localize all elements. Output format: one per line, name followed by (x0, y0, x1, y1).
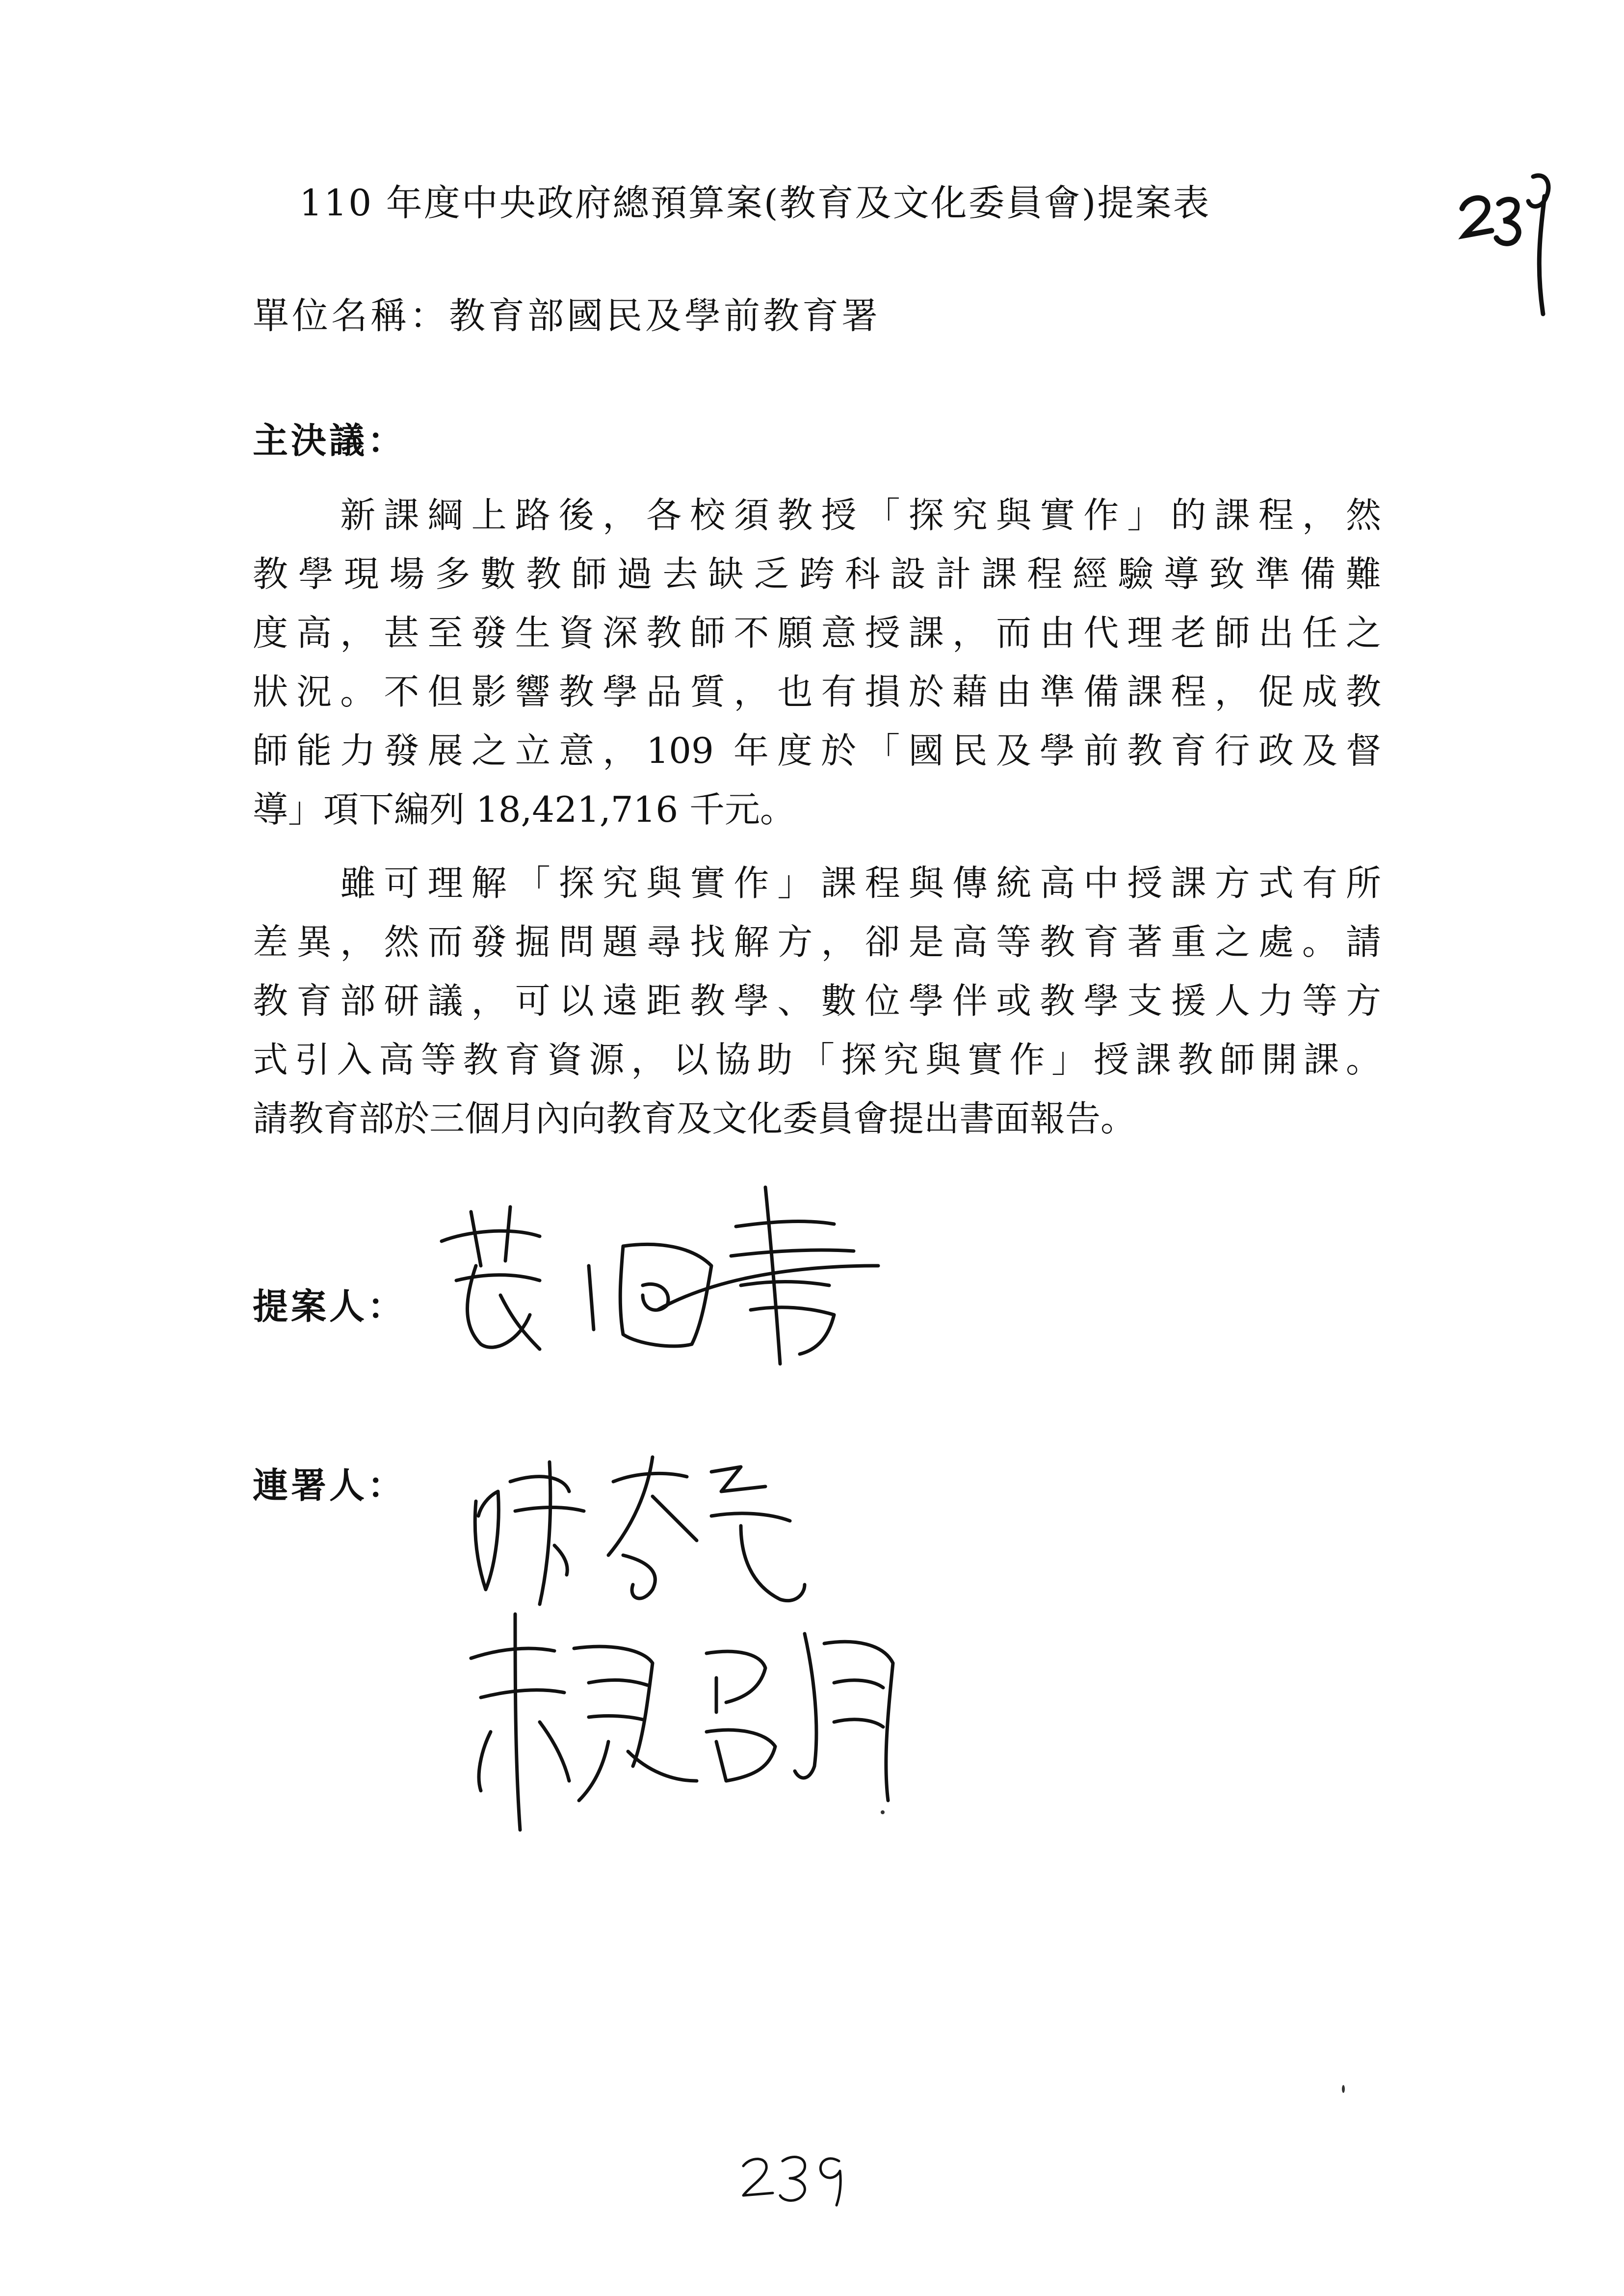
paragraph-1-line: 師能力發展之立意，109 年度於「國民及學前教育行政及督 (253, 730, 1381, 771)
paragraph-1-line: 教學現場多數教師過去缺乏跨科設計課程經驗導致準備難 (253, 553, 1381, 595)
proposer-label: 提案人： (253, 1286, 406, 1327)
cosigner-signature-2 (461, 1604, 927, 1835)
handwritten-page-number-top (1452, 162, 1565, 324)
paragraph-1-line: 新課綱上路後，各校須教授「探究與實作」的課程，然 (253, 495, 1381, 536)
paragraph-1-line: 狀況。不但影響教學品質，也有損於藉由準備課程，促成教 (253, 671, 1381, 712)
paragraph-2 (253, 854, 1381, 1148)
paragraph-2-line: 式引入高等教育資源，以協助「探究與實作」授課教師開課。 (253, 1039, 1381, 1080)
proposer-signature (427, 1168, 908, 1374)
paragraph-2-line: 請教育部於三個月內向教育及文化委員會提出書面報告。 (253, 1098, 1136, 1139)
main-resolution-heading: 主決議： (253, 420, 406, 461)
paragraph-2-line: 雖可理解「探究與實作」課程與傳統高中授課方式有所 (253, 862, 1381, 904)
paragraph-2-line: 教育部研議，可以遠距教學、數位學伴或教學支援人力等方 (253, 980, 1381, 1021)
handwritten-page-number-bottom (736, 2144, 854, 2208)
scan-speck (881, 1810, 885, 1814)
paragraph-1-line: 度高，甚至發生資深教師不願意授課，而由代理老師出任之 (253, 612, 1381, 653)
cosigner-label: 連署人： (253, 1465, 406, 1506)
paragraph-1 (253, 486, 1381, 839)
scan-speck (1342, 2085, 1345, 2093)
paragraph-1-line: 導」項下編列 18,421,716 千元。 (253, 789, 796, 830)
unit-name: 單位名稱：教育部國民及學前教育署 (253, 295, 881, 337)
document-title: 110 年度中央政府總預算案(教育及文化委員會)提案表 (299, 182, 1211, 224)
cosigner-signature-1 (466, 1442, 810, 1619)
paragraph-2-line: 差異，然而發掘問題尋找解方，卻是高等教育著重之處。請 (253, 921, 1381, 963)
